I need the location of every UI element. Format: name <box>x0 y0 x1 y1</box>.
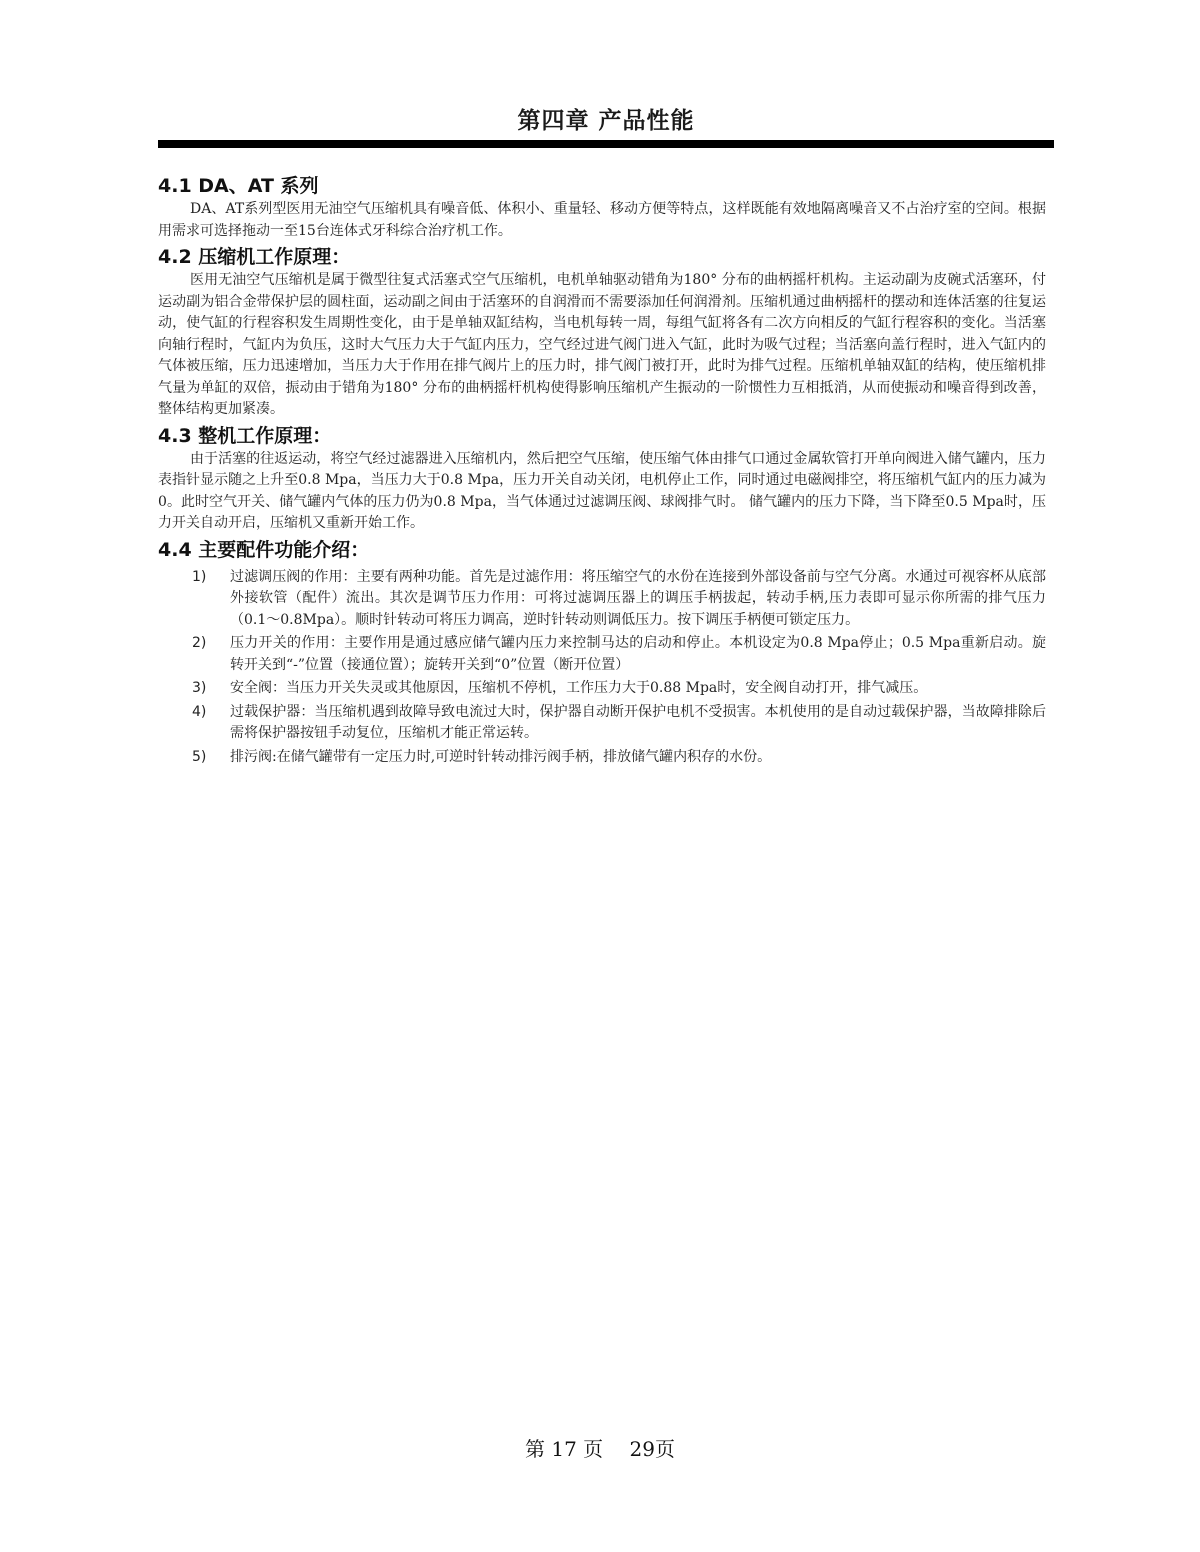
list-item-text: 过载保护器：当压缩机遇到故障导致电流过大时，保护器自动断开保护电机不受损害。本机使用的是自动过载保护器，当故障排除后需将保护器按钮手动复位，压缩机才能正常运转。 <box>230 703 1046 741</box>
chapter-title: 第四章 产品性能 <box>517 107 695 134</box>
section-4-2-paragraph: 医用无油空气压缩机是属于微型往复式活塞式空气压缩机，电机单轴驱动错角为180° 分布的曲柄摇杆机构。主运动副为皮碗式活塞环，付运动副为铝合金带保护层的圆柱面，运动副之间由于活塞环的自润滑而不需要添加任何润滑剂。压缩机通过曲柄摇杆的摆动和连体活塞的往复运动，使气缸的行程容积发生周期性变化，由于是单轴双缸结构，当电机每转一周，每组气缸将各有二次方向相反的气缸行程容积的变化。当活塞向轴行程时，气缸内为负压，这时大气压力大于气缸内压力，空气经过进气阀门进入气缸，此时为吸气过程；当活塞向盖行程时，进入气缸内的气体被压缩，压力迅速增加，当压力大于作用在排气阀片上的压力时，排气阀门被打开，此时为排气过程。压缩机单轴双缸的结构，使压缩机排气量为单缸的双倍，振动由于错角为180° 分布的曲柄摇杆机构使得影响压缩机产生振动的一阶惯性力互相抵消，从而使振动和噪音得到改善，整体结构更加紧凑。 <box>158 272 1046 417</box>
list-item-text: 压力开关的作用：主要作用是通过感应储气罐内压力来控制马达的启动和停止。本机设定为0.8 Mpa停止；0.5 Mpa重新启动。旋转开关到“-”位置（接通位置）；旋转开关到“0”位置（断开位置） <box>230 635 1046 673</box>
list-item-number: 4) <box>192 703 207 720</box>
list-item <box>158 633 1046 676</box>
list-item <box>158 678 1046 700</box>
list-item-number: 1) <box>192 568 207 585</box>
list-item-number: 2) <box>192 635 207 651</box>
page-number: 第 17 页 <box>525 1437 604 1461</box>
list-item <box>158 567 1046 632</box>
list-item <box>158 702 1046 745</box>
section-title-4-2: 4.2 压缩机工作原理： <box>158 246 351 268</box>
section-title-4-1: 4.1 DA、AT 系列 <box>158 175 319 197</box>
section-title-4-3: 4.3 整机工作原理： <box>158 424 332 447</box>
list-item-number: 3) <box>192 680 207 696</box>
component-list <box>158 567 1046 769</box>
list-item-text: 排污阀:在储气罐带有一定压力时,可逆时针转动排污阀手柄，排放储气罐内积存的水份。 <box>230 748 772 765</box>
section-title-4-4: 4.4 主要配件功能介绍： <box>158 538 370 561</box>
list-item-number: 5) <box>192 748 207 765</box>
section-4-3-paragraph: 由于活塞的往返运动，将空气经过滤器进入压缩机内，然后把空气压缩，使压缩气体由排气口通过金属软管打开单向阀进入储气罐内，压力表指针显示随之上升至0.8 Mpa，当压力大于0.8 Mpa，压力开关自动关闭，电机停止工作，同时通过电磁阀排空，将压缩机气缸内的压力减为0。此时空气开关、储气罐内气体的压力仍为0.8 Mpa，当气体通过过滤调压阀、球阀排气时。 储气罐内的压力下降，当下降至0.5 Mpa时，压力开关自动开启，压缩机又重新开始工作。 <box>158 450 1046 531</box>
page-footer <box>0 1436 1200 1462</box>
list-item-text: 安全阀：当压力开关失灵或其他原因，压缩机不停机，工作压力大于0.88 Mpa时，安全阀自动打开，排气减压。 <box>230 680 928 696</box>
list-item-text: 过滤调压阀的作用：主要有两种功能。首先是过滤作用：将压缩空气的水份在连接到外部设备前与空气分离。水通过可视容杯从底部外接软管（配件）流出。其次是调节压力作用：可将过滤调压器上的调压手柄拔起，转动手柄,压力表即可显示你所需的排气压力（0.1～0.8Mpa）。顺时针转动可将压力调高，逆时针转动则调低压力。按下调压手柄便可锁定压力。 <box>230 568 1046 628</box>
page-content <box>158 174 1046 770</box>
page-total: 29页 <box>629 1437 675 1461</box>
list-item <box>158 747 1046 769</box>
title-rule <box>158 140 1054 148</box>
section-4-1-paragraph: DA、AT系列型医用无油空气压缩机具有噪音低、体积小、重量轻、移动方便等特点，这样既能有效地隔离噪音又不占治疗室的空间。根据用需求可选择拖动一至15台连体式牙科综合治疗机工作。 <box>158 201 1046 239</box>
